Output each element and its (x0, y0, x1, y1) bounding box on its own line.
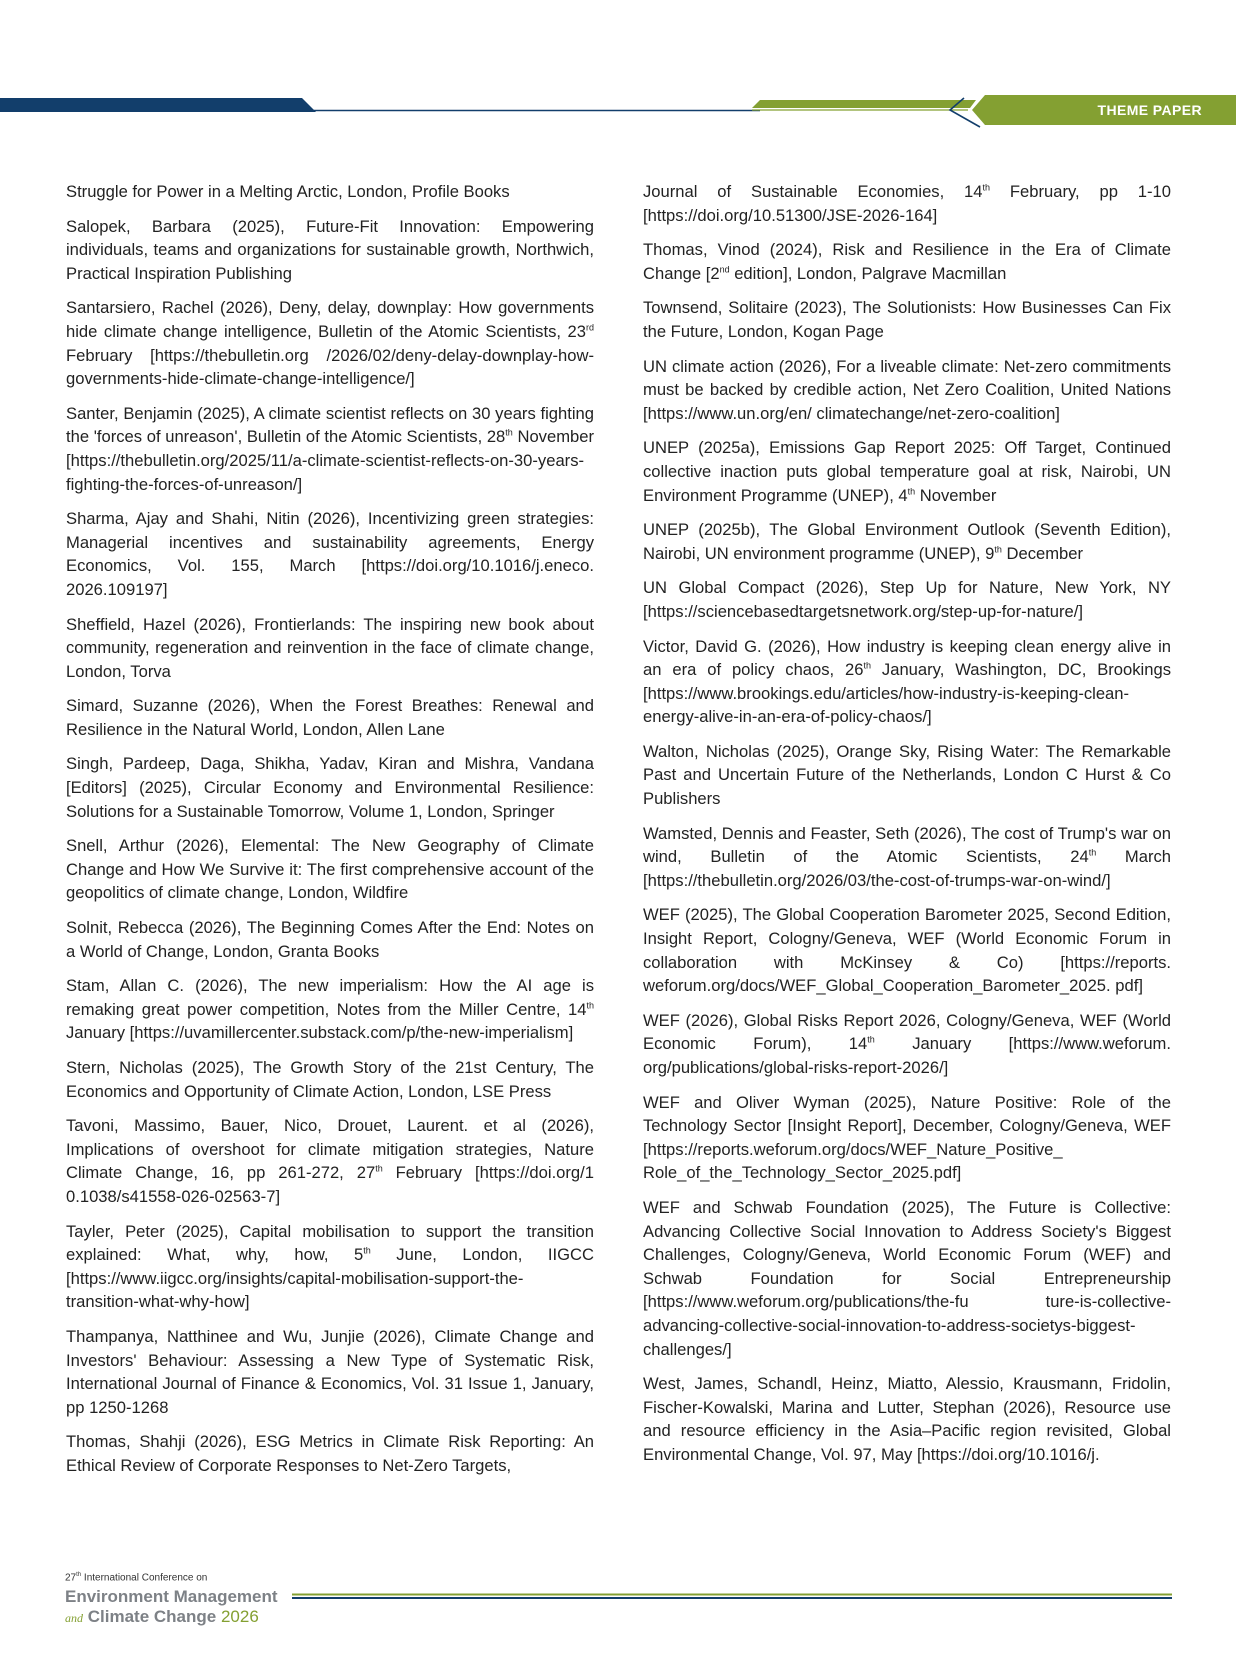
conference-year: 2026 (220, 1607, 259, 1626)
reference-entry: Singh, Pardeep, Daga, Shikha, Yadav, Kiran and Mishra, Vandana [Editors] (2025), Circular Economy and Environmental Resilience: Solutions for a Sustainable Tomorrow, Volume 1, London, Springer (66, 754, 594, 821)
reference-entry: UNEP (2025a), Emissions Gap Report 2025: Off Target, Continued collective inaction puts global temperature goal at risk, Nairobi, UN Environment Programme (UNEP), 4th November (643, 438, 1171, 505)
references-right-column (643, 180, 1171, 1478)
reference-entry: Walton, Nicholas (2025), Orange Sky, Rising Water: The Remarkable Past and Uncertain Future of the Netherlands, London C Hurst & Co Publishers (643, 741, 1171, 809)
reference-entry: UN Global Compact (2026), Step Up for Nature, New York, NY [https://sciencebasedtargetsnetwork.org/step-up-for-nature/] (643, 578, 1171, 621)
edition-number: 27 (65, 1572, 77, 1584)
reference-entry: Santarsiero, Rachel (2026), Deny, delay, downplay: How governments hide climate change intelligence, Bulletin of the Atomic Scientists, 23rd February [https://thebulletin.org /2026/02/deny-delay-downplay-how-governments-hide-climate-change-intelligence/] (66, 298, 594, 389)
header-navy-stripe (0, 98, 316, 112)
reference-entry: Journal of Sustainable Economies, 14th February, pp 1-10 [https://doi.org/10.51300/JSE-2026-164] (643, 182, 1172, 225)
reference-entry: Thampanya, Natthinee and Wu, Junjie (2026), Climate Change and Investors' Behaviour: Assessing a New Type of Systematic Risk, International Journal of Finance & Economics, Vol. 31 Issue 1, January, pp 1250-1268 (66, 1326, 594, 1417)
reference-entry: UNEP (2025b), The Global Environment Outlook (Seventh Edition), Nairobi, UN environment programme (UNEP), 9th December (643, 520, 1171, 563)
reference-entry: Thomas, Shahji (2026), ESG Metrics in Climate Risk Reporting: An Ethical Review of Corporate Responses to Net-Zero Targets, (66, 1432, 594, 1475)
footer-rule (292, 1593, 1172, 1600)
edition-suffix: th (76, 1572, 82, 1578)
reference-entry: WEF (2025), The Global Cooperation Barometer 2025, Second Edition, Insight Report, Cologny/Geneva, WEF (World Economic Forum in collaboration with McKinsey & Co) [https://reports. weforum.org/docs/WEF_Global_Cooperation_Barometer_2025. pdf] (643, 905, 1171, 996)
reference-entry: WEF and Schwab Foundation (2025), The Future is Collective: Advancing Collective Social Innovation to Address Society's Biggest Challenges, Cologny/Geneva, World Economic Forum (WEF) and Schwab Foundation for Social Entrepreneurship [https://www.weforum.org/publications/the-fu ture-is-collective-advancing-collective-social-innovation-to-address-societys-biggest-challenges/] (643, 1197, 1171, 1359)
reference-entry: Stern, Nicholas (2025), The Growth Story of the 21st Century, The Economics and Opportunity of Climate Action, London, LSE Press (66, 1058, 594, 1101)
reference-entry: Salopek, Barbara (2025), Future-Fit Innovation: Empowering individuals, teams and organizations for sustainable growth, Northwich, Practical Inspiration Publishing (66, 216, 594, 283)
reference-entry: West, James, Schandl, Heinz, Miatto, Alessio, Krausmann, Fridolin, Fischer-Kowalski, Marina and Lutter, Stephan (2026), Resource use and resource efficiency in the Asia–Pacific region revisited, Global Environmental Change, Vol. 97, May [https://doi.org/10.1016/j. (643, 1374, 1171, 1464)
conference-title-text: Climate Change (87, 1607, 217, 1626)
reference-entry: Townsend, Solitaire (2023), The Solutionists: How Businesses Can Fix the Future, London, Kogan Page (643, 298, 1171, 341)
reference-entry: Snell, Arthur (2026), Elemental: The New Geography of Climate Change and How We Survive it: The first comprehensive account of the geopolitics of climate change, London, Wildfire (66, 836, 594, 903)
reference-entry: UN climate action (2026), For a liveable climate: Net-zero commitments must be backed by credible action, Net Zero Coalition, United Nations [https://www.un.org/en/ climatechange/net-zero-coalition] (643, 356, 1171, 423)
reference-entry: Wamsted, Dennis and Feaster, Seth (2026), The cost of Trump's war on wind, Bulletin of the Atomic Scientists, 24th March [https://thebulletin.org/2026/03/the-cost-of-trumps-war-on-wind/] (643, 823, 1172, 890)
section-tag: THEME PAPER (1097, 102, 1202, 118)
reference-entry: Solnit, Rebecca (2026), The Beginning Comes After the End: Notes on a World of Change, London, Granta Books (66, 918, 594, 961)
reference-entry: Simard, Suzanne (2026), When the Forest Breathes: Renewal and Resilience in the Natural World, London, Allen Lane (66, 696, 594, 739)
reference-entry: Sheffield, Hazel (2026), Frontierlands: The inspiring new book about community, regeneration and reinvention in the face of climate change, London, Torva (66, 614, 594, 681)
reference-entry: Santer, Benjamin (2025), A climate scientist reflects on 30 years fighting the 'forces of unreason', Bulletin of the Atomic Scientists, 28th November [https://thebulletin.org/2025/11/a-climate-scientist-reflects-on-30-years-fighting-the-forces-of-unreason/] (66, 403, 595, 494)
reference-entry: WEF (2026), Global Risks Report 2026, Cologny/Geneva, WEF (World Economic Forum), 14th January [https://www.weforum. org/publications/global-risks-report-2026/] (643, 1010, 1171, 1077)
reference-entry: Tayler, Peter (2025), Capital mobilisation to support the transition explained: What, why, how, 5th June, London, IIGCC [https://www.iigcc.org/insights/capital-mobilisation-support-the-transition-what-why-how] (66, 1221, 594, 1312)
reference-entry: Sharma, Ajay and Shahi, Nitin (2026), Incentivizing green strategies: Managerial incentives and sustainability agreements, Energy Economics, Vol. 155, March [https://doi.org/10.1016/j.eneco. 2026.109197] (66, 509, 594, 599)
references-left-column (66, 180, 594, 1489)
reference-entry: Thomas, Vinod (2024), Risk and Resilience in the Era of Climate Change [2nd edition], London, Palgrave Macmillan (643, 240, 1171, 283)
header-green-stripe (752, 100, 976, 108)
reference-entry: Tavoni, Massimo, Bauer, Nico, Drouet, Laurent. et al (2026), Implications of overshoot for climate mitigation strategies, Nature Climate Change, 16, pp 261-272, 27th February [https://doi.org/1 0.1038/s41558-026-02563-7] (66, 1116, 594, 1206)
conference-title-line1: Environment Management (65, 1587, 278, 1606)
edition-text: International Conference on (81, 1572, 208, 1584)
reference-entry: Victor, David G. (2026), How industry is keeping clean energy alive in an era of policy chaos, 26th January, Washington, DC, Brookings [https://www.brookings.edu/articles/how-industry-is-keeping-clean-energy-alive-in-an-era-of-policy-chaos/] (643, 636, 1171, 727)
reference-entry: WEF and Oliver Wyman (2025), Nature Positive: Role of the Technology Sector [Insight Report], December, Cologny/Geneva, WEF [https://reports.weforum.org/docs/WEF_Nature_Positive_ Role_of_the_Technology_Sector_2025.pdf] (643, 1092, 1171, 1183)
conference-title-line2 (65, 1607, 259, 1627)
conference-edition (65, 1572, 207, 1583)
reference-entry: Struggle for Power in a Melting Arctic, London, Profile Books (66, 182, 510, 201)
reference-entry: Stam, Allan C. (2026), The new imperialism: How the AI age is remaking great power competition, Notes from the Miller Centre, 14th January [https://uvamillercenter.substack.com/p/the-new-imperialism] (66, 976, 594, 1043)
conference-and: and (65, 1611, 83, 1625)
header-band (0, 0, 1236, 140)
